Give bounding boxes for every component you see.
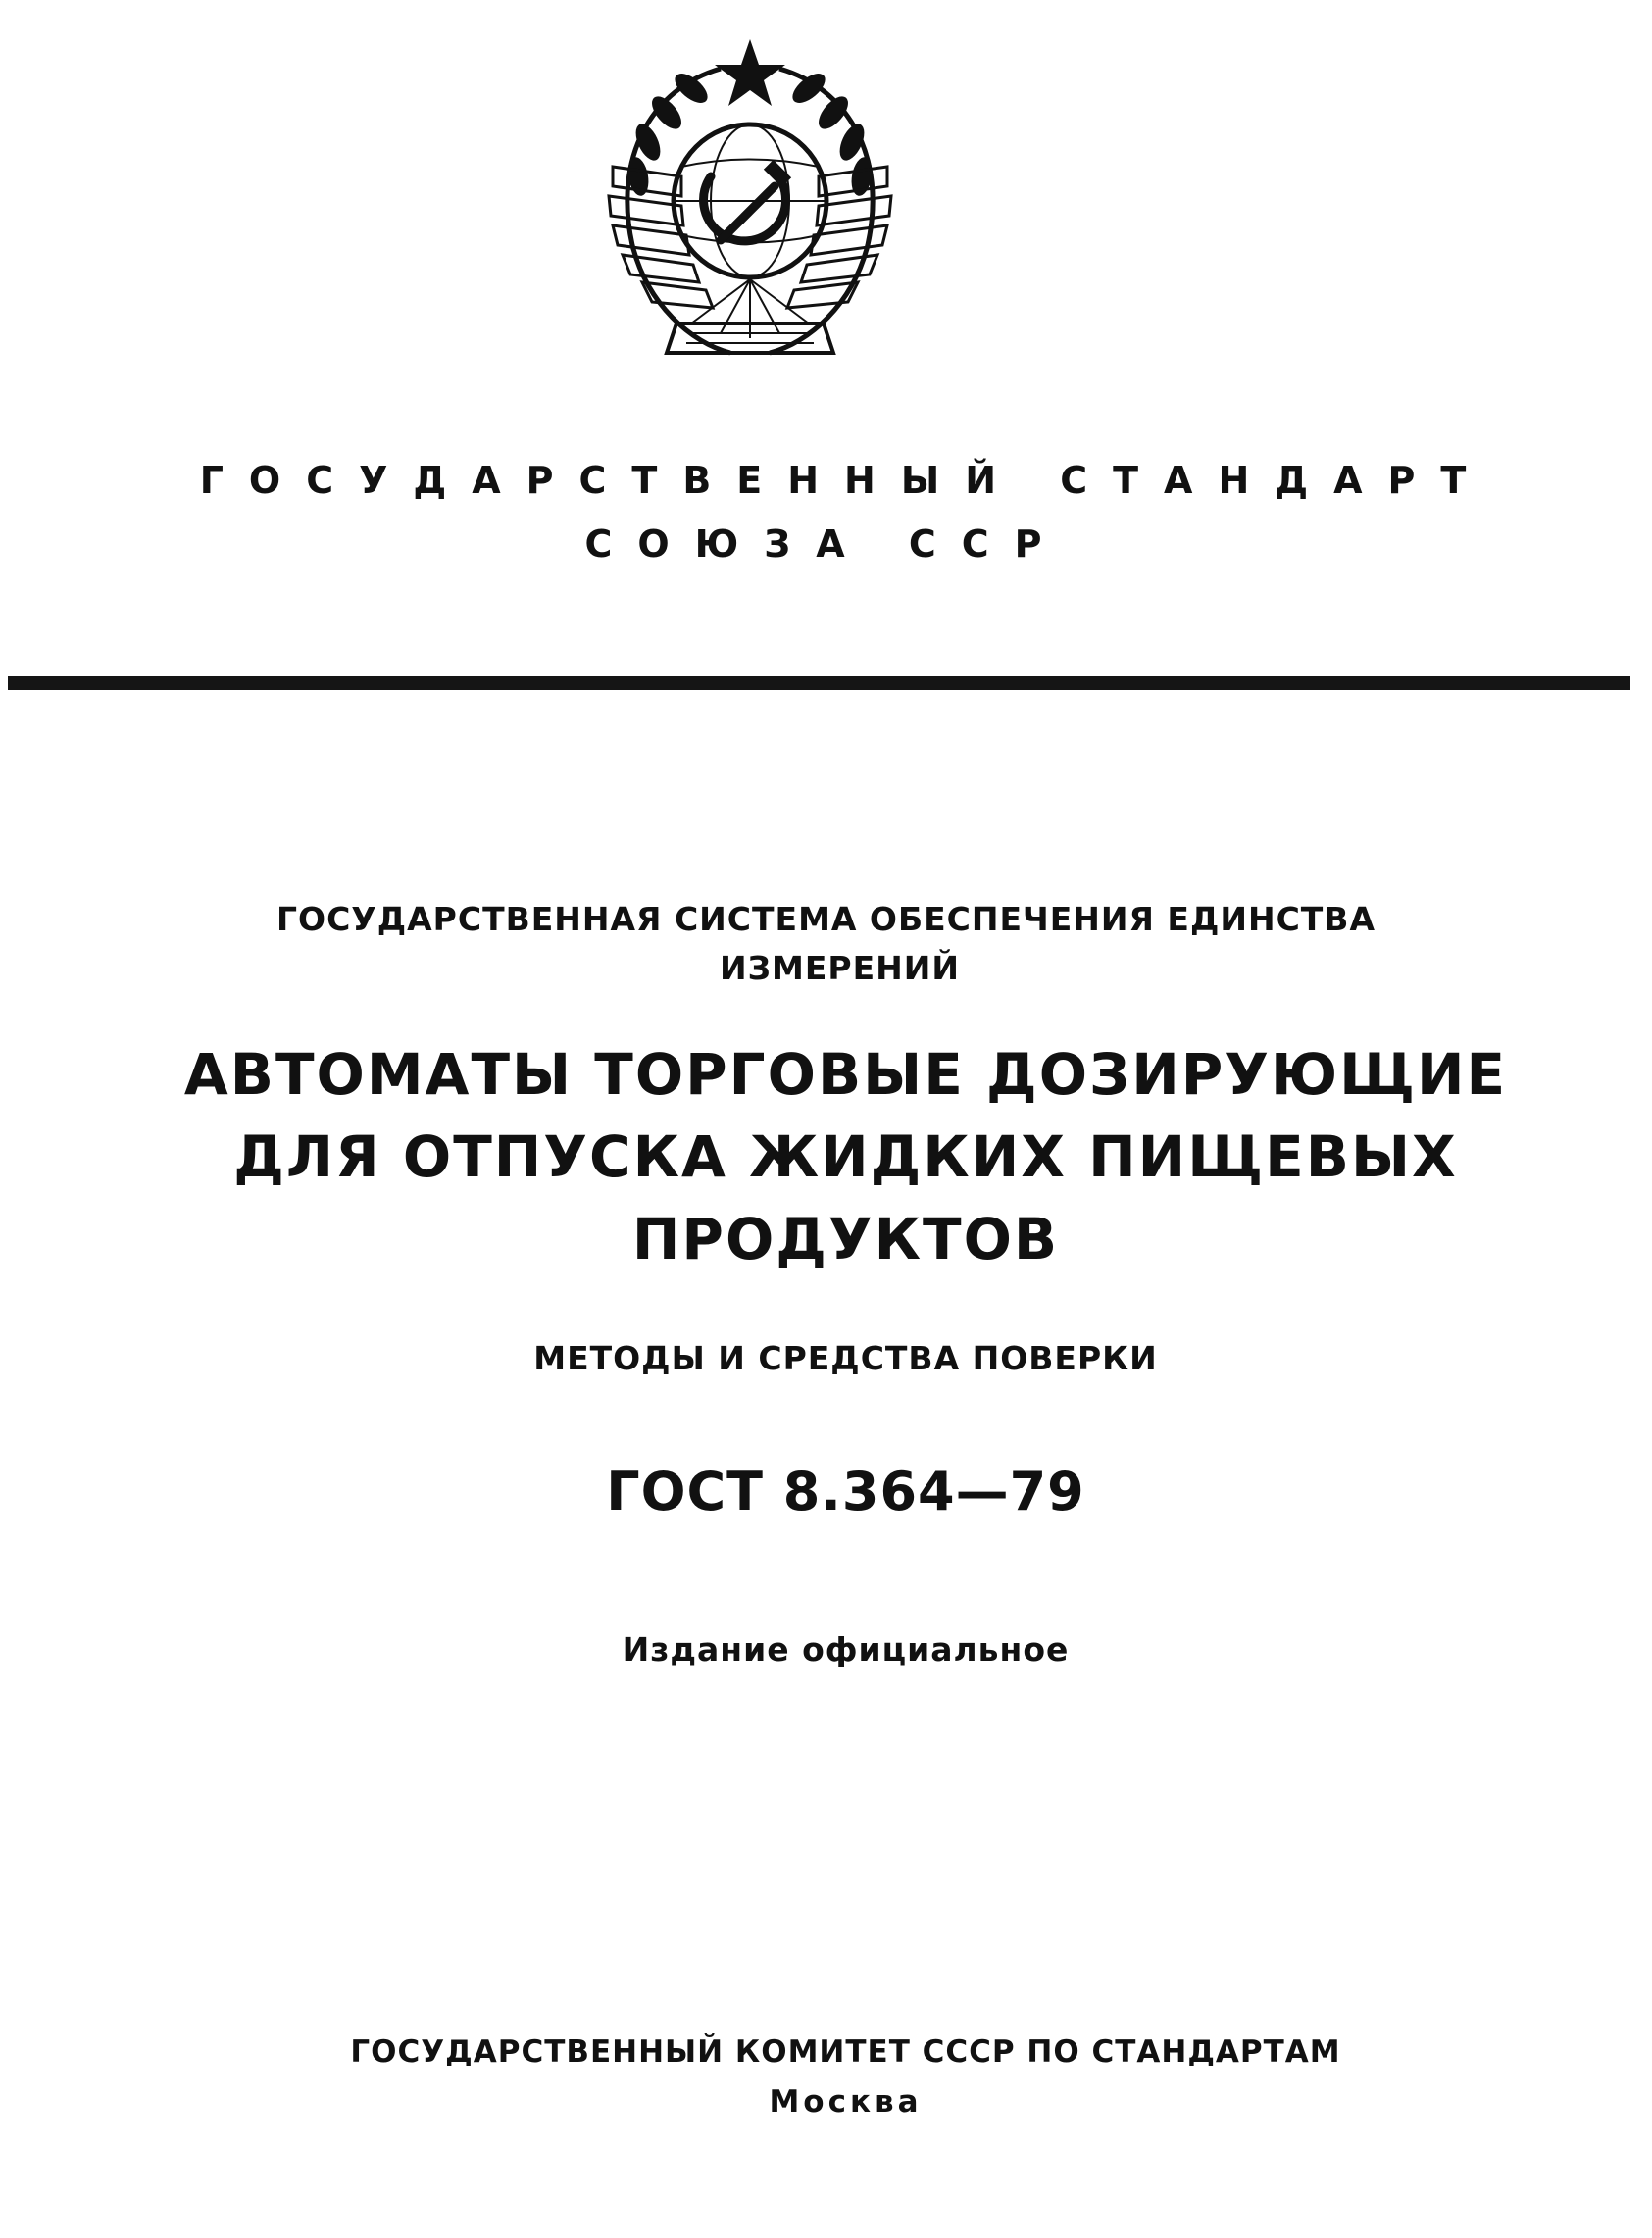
header-title-line2: СОЮЗА ССР <box>584 522 1068 566</box>
document-title-line1: АВТОМАТЫ ТОРГОВЫЕ ДОЗИРУЮЩИЕ <box>183 1041 1508 1108</box>
edition-label: Издание официальное <box>622 1630 1070 1668</box>
system-name-line1: ГОСУДАРСТВЕННАЯ СИСТЕМА ОБЕСПЕЧЕНИЯ ЕДИНСТВА <box>276 900 1376 938</box>
header-title-line1: ГОСУДАРСТВЕННЫЙ СТАНДАРТ <box>199 459 1492 502</box>
ussr-state-emblem-icon <box>574 29 926 382</box>
document-title-line2: ДЛЯ ОТПУСКА ЖИДКИХ ПИЩЕВЫХ <box>233 1123 1458 1190</box>
system-name-line2: ИЗМЕРЕНИЙ <box>719 949 961 987</box>
document-title-line3: ПРОДУКТОВ <box>631 1206 1060 1272</box>
publisher-committee: ГОСУДАРСТВЕННЫЙ КОМИТЕТ СССР ПО СТАНДАРТАМ <box>350 2034 1341 2069</box>
publisher-city: Москва <box>769 2084 923 2119</box>
star-icon <box>715 39 785 106</box>
document-subtitle: МЕТОДЫ И СРЕДСТВА ПОВЕРКИ <box>533 1339 1158 1377</box>
horizontal-rule <box>8 676 1630 690</box>
gost-number: ГОСТ 8.364—79 <box>606 1461 1085 1522</box>
